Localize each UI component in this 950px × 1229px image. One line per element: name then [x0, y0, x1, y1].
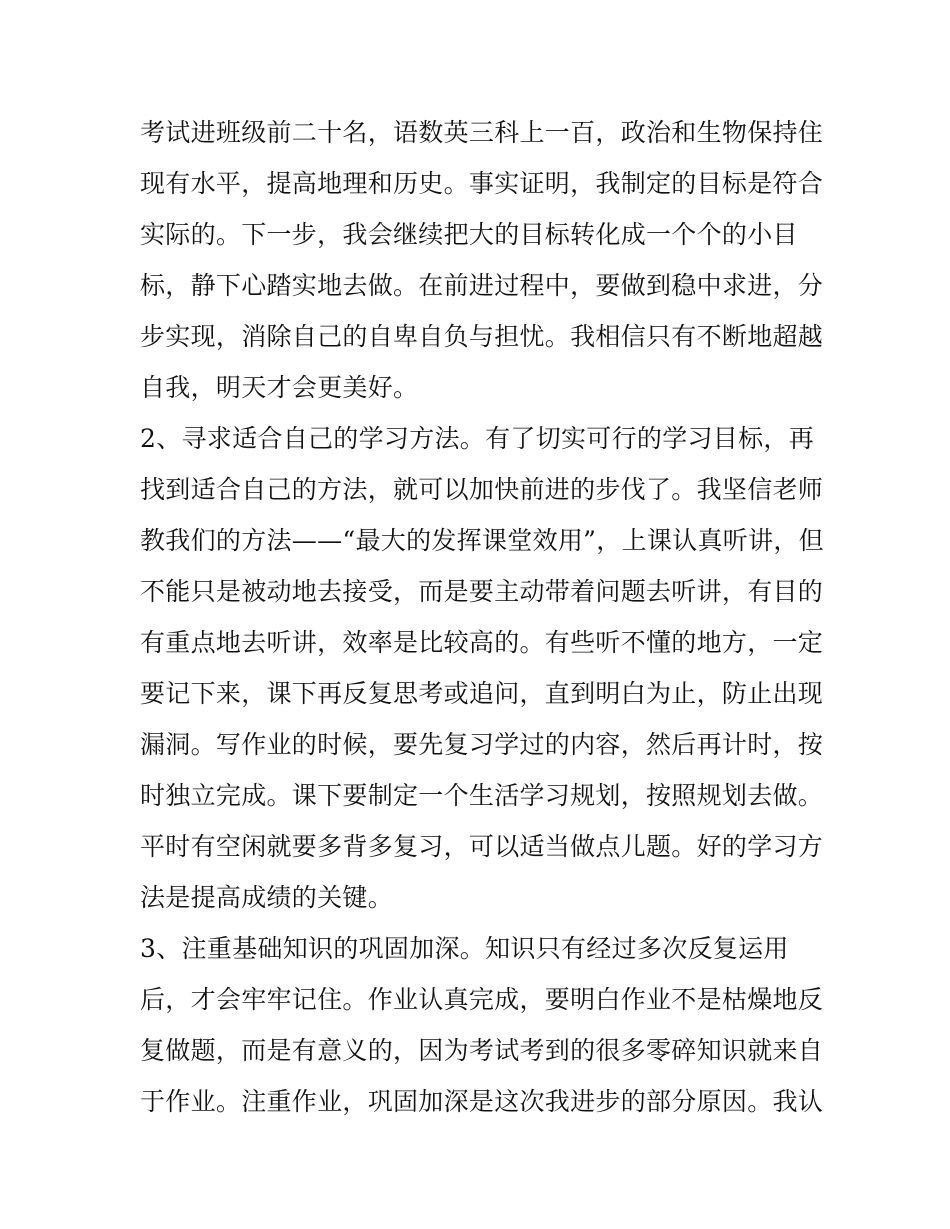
text-line: 于作业。注重作业，巩固加深是这次我进步的部分原因。我认	[140, 1087, 824, 1116]
text-line: 标，静下心踏实地去做。在前进过程中，要做到稳中求进，分	[140, 271, 824, 300]
text-line: 不能只是被动地去接受，而是要主动带着问题去听讲，有目的	[140, 577, 824, 606]
text-line: 教我们的方法——“最大的发挥课堂效用”，上课认真听讲，但	[140, 526, 824, 555]
text-line: 3、注重基础知识的巩固加深。知识只有经过多次反复运用	[140, 934, 789, 963]
text-line: 漏洞。写作业的时候，要先复习学过的内容，然后再计时，按	[140, 730, 824, 759]
body-text	[140, 107, 830, 1127]
text-line: 法是提高成绩的关键。	[140, 883, 394, 912]
text-line: 复做题，而是有意义的，因为考试考到的很多零碎知识就来自	[140, 1036, 824, 1065]
text-line: 时独立完成。课下要制定一个生活学习规划，按照规划去做。	[140, 781, 824, 810]
text-line: 自我，明天才会更美好。	[140, 373, 419, 402]
text-line: 找到适合自己的方法，就可以加快前进的步伐了。我坚信老师	[140, 475, 824, 504]
text-line: 现有水平，提高地理和历史。事实证明，我制定的目标是符合	[140, 169, 824, 198]
text-line: 考试进班级前二十名，语数英三科上一百，政治和生物保持住	[140, 118, 824, 147]
text-line: 有重点地去听讲，效率是比较高的。有些听不懂的地方，一定	[140, 628, 824, 657]
text-line: 平时有空闲就要多背多复习，可以适当做点儿题。好的学习方	[140, 832, 824, 861]
text-line: 后，才会牢牢记住。作业认真完成，要明白作业不是枯燥地反	[140, 985, 824, 1014]
text-line: 要记下来，课下再反复思考或追问，直到明白为止，防止出现	[140, 679, 824, 708]
text-line: 2、寻求适合自己的学习方法。有了切实可行的学习目标，再	[140, 424, 815, 453]
text-line: 实际的。下一步，我会继续把大的目标转化成一个个的小目	[140, 220, 798, 249]
text-line: 步实现，消除自己的自卑自负与担忧。我相信只有不断地超越	[140, 322, 824, 351]
